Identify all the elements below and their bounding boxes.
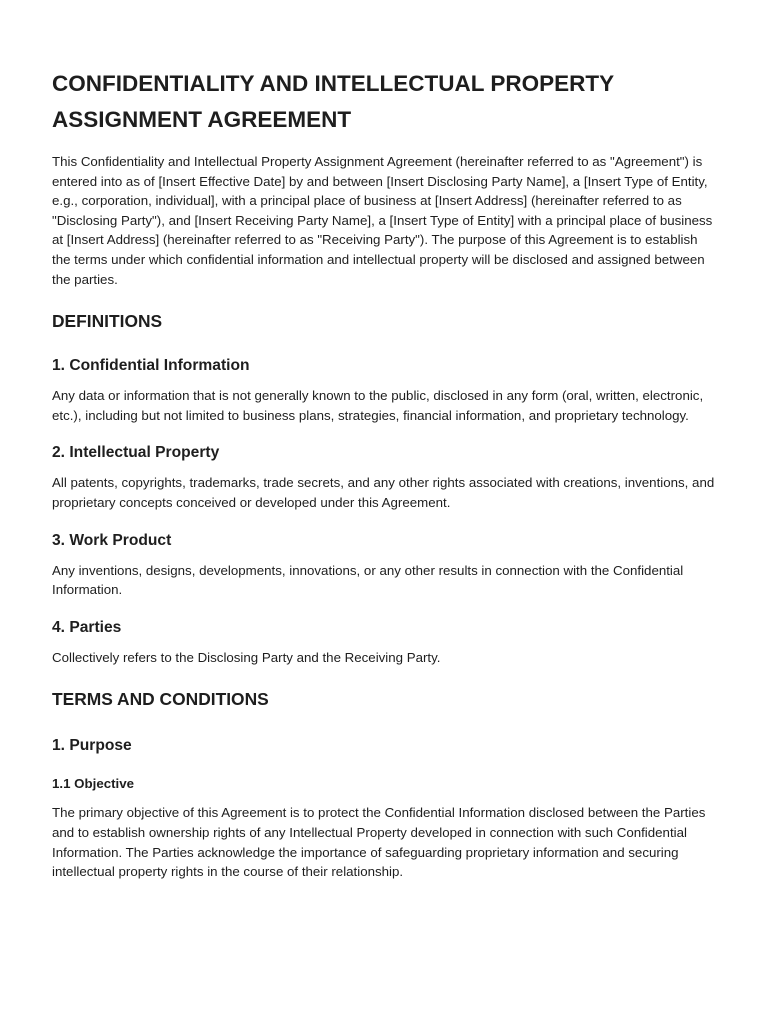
definition-text: All patents, copyrights, trademarks, trade secrets, and any other rights associated with creations, inventions, and proprietary concepts conceived or developed under this Agreement. xyxy=(52,475,715,510)
terms-subsection-title: 1.1 Objective xyxy=(52,776,135,792)
definition-title: 3. Work Product xyxy=(52,531,172,549)
definitions-section xyxy=(52,309,718,667)
definition-title: 2. Intellectual Property xyxy=(52,444,220,462)
terms-subsection-text: The primary objective of this Agreement is to protect the Confidential Information disclosed between the Parties and to establish ownership rights of any Intellectual Property developed in connection with such Confidential Information. The Parties acknowledge the importance of safeguarding proprietary information and securing intellectual property rights in the course of their relationship. xyxy=(52,805,706,880)
definition-title: 1. Confidential Information xyxy=(52,357,250,375)
terms-heading: TERMS AND CONDITIONS xyxy=(52,689,269,710)
terms-section xyxy=(52,687,718,881)
terms-section-title: 1. Purpose xyxy=(52,737,132,755)
document-title: CONFIDENTIALITY AND INTELLECTUAL PROPERTY ASSIGNMENT AGREEMENT xyxy=(52,71,614,132)
definition-title: 4. Parties xyxy=(52,618,122,636)
definition-text: Collectively refers to the Disclosing Party and the Receiving Party. xyxy=(52,649,441,665)
definitions-heading: DEFINITIONS xyxy=(52,311,163,332)
definition-text: Any data or information that is not generally known to the public, disclosed in any form (oral, written, electronic, etc.), including but not limited to business plans, strategies, financial information, and proprietary technology. xyxy=(52,388,704,423)
intro-paragraph: This Confidentiality and Intellectual Property Assignment Agreement (hereinafter referred to as "Agreement") is entered into as of [Insert Effective Date] by and between [Insert Disclosing Party Name], a [Insert Type of Entity, e.g., corporation, individual], with a principal place of business at [Insert Address] (hereinafter referred to as "Disclosing Party"), and [Insert Receiving Party Name], a [Insert Type of Entity] with a principal place of business at [Insert Address] (hereinafter referred to as "Receiving Party"). The purpose of this Agreement is to establish the terms under which confidential information and intellectual property will be disclosed and assigned between the parties. xyxy=(52,154,713,287)
definition-text: Any inventions, designs, developments, innovations, or any other results in connection with the Confidential Information. xyxy=(52,562,684,598)
